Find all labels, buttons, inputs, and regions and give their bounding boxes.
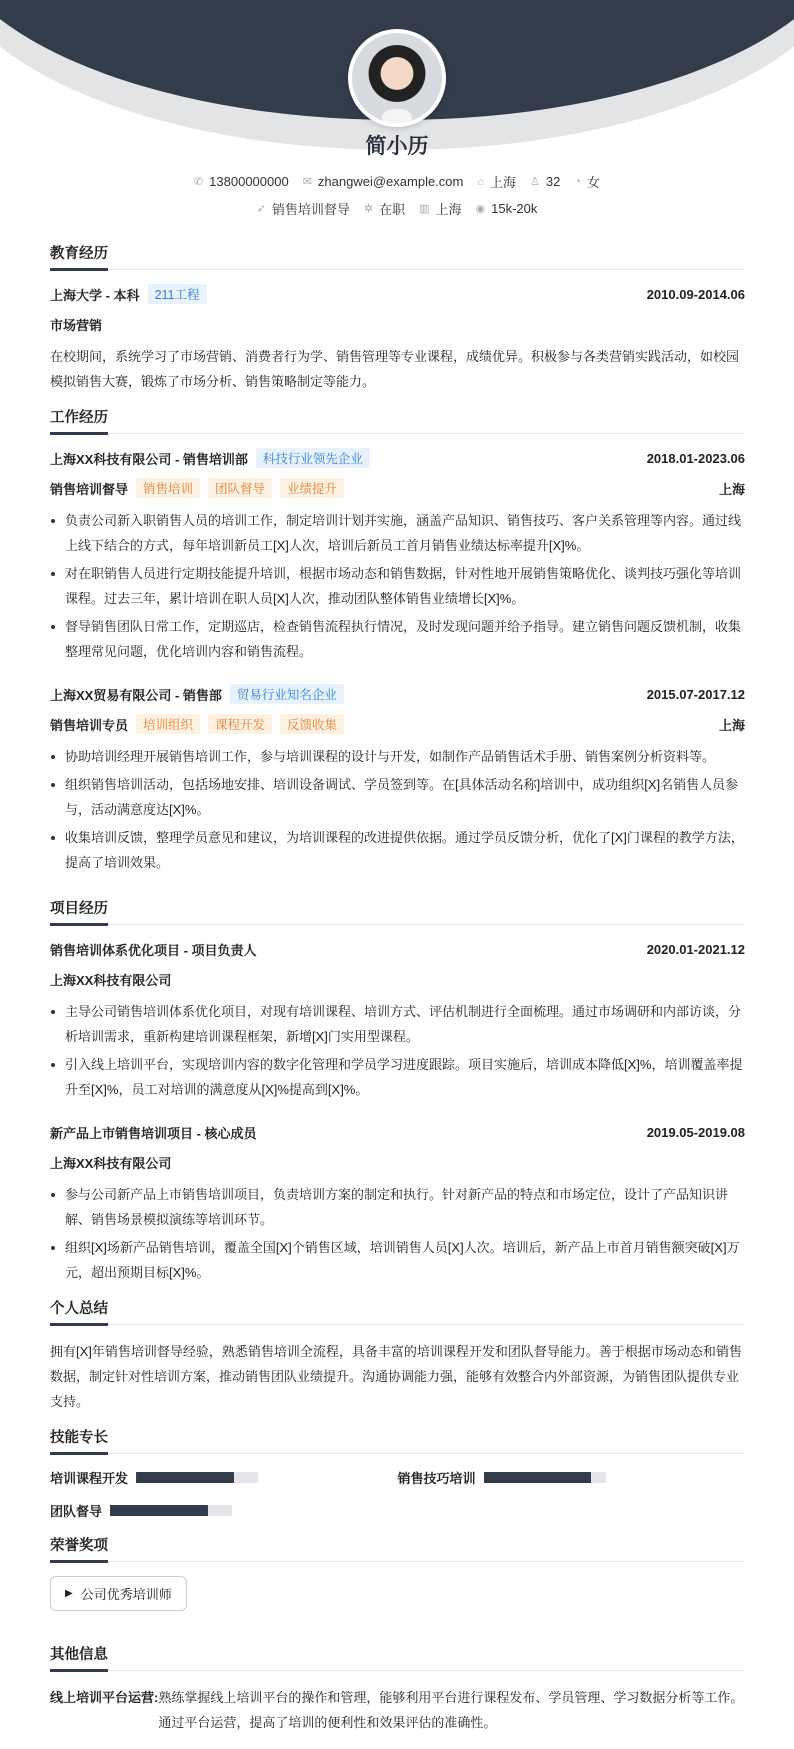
- role-tag: 课程开发: [208, 714, 272, 734]
- skill-item: [50, 1468, 398, 1487]
- date: 2010.09-2014.06: [646, 286, 745, 302]
- section-title: 其他信息: [50, 1643, 108, 1672]
- role-tag: 培训组织: [136, 714, 200, 734]
- date: 2019.05-2019.08: [646, 1124, 745, 1140]
- section-title: 技能专长: [50, 1426, 108, 1455]
- company-tag: 贸易行业知名企业: [230, 684, 344, 704]
- age: 32: [545, 174, 561, 189]
- work-item: [50, 684, 745, 875]
- role-tag: 反馈收集: [280, 714, 344, 734]
- target-city: 上海: [435, 202, 462, 217]
- salary-icon: ◉: [475, 203, 486, 215]
- avatar: [348, 29, 446, 127]
- awards-section: [50, 1536, 745, 1631]
- summary-text: 拥有[X]年销售培训督导经验，熟悉销售培训全流程，具备丰富的培训课程开发和团队督导能力。善于根据市场动态和销售数据，制定针对性培训方案，推动销售团队业绩提升。沟通协调能力强，能够有效整合内外部资源，为销售团队提供专业支持。: [50, 1344, 742, 1409]
- section-title: 个人总结: [50, 1297, 108, 1326]
- project-item: [50, 1122, 745, 1285]
- phone: 13800000000: [209, 174, 289, 189]
- date: 2015.07-2017.12: [646, 686, 745, 702]
- role: 销售培训督导: [50, 481, 129, 497]
- skill-bar: [110, 1505, 232, 1516]
- school-tag: 211工程: [148, 284, 207, 304]
- company: 上海XX贸易有限公司 - 销售部: [50, 687, 222, 703]
- major: 市场营销: [50, 317, 103, 333]
- bullet: 督导销售团队日常工作，定期巡店，检查销售流程执行情况，及时发现问题并给予指导。建立销售问题反馈机制，收集整理常见问题，优化培训内容和销售流程。: [50, 614, 745, 664]
- section-title: 荣誉奖项: [50, 1534, 108, 1563]
- email: zhangwei@example.com: [317, 174, 464, 189]
- date: 2020.01-2021.12: [646, 941, 745, 957]
- skills-section: [50, 1428, 745, 1520]
- triangle-icon: ▶: [65, 1588, 73, 1599]
- bullet: 对在职销售人员进行定期技能提升培训，根据市场动态和销售数据，针对性地开展销售策略优化、谈判技巧强化等培训课程。过去三年，累计培训在职人员[X]人次，推动团队整体销售业绩增长[X]%。: [50, 561, 745, 611]
- company-tag: 科技行业领先企业: [256, 448, 370, 468]
- gender: 女: [587, 175, 601, 190]
- role-tag: 业绩提升: [280, 478, 344, 498]
- other-label: 线上培训平台运营:: [50, 1690, 159, 1705]
- bullet: 引入线上培训平台，实现培训内容的数字化管理和学员学习进度跟踪。项目实施后，培训成本降低[X]%，培训覆盖率提升至[X]%，员工对培训的满意度从[X]%提高到[X]%。: [50, 1052, 745, 1102]
- expected-salary: 15k-20k: [491, 201, 538, 216]
- home-icon: ⌂: [477, 175, 485, 188]
- bullet: 主导公司销售培训体系优化项目，对现有培训课程、培训方式、评估机制进行全面梳理。通过市场调研和内部访谈，分析培训需求，重新构建培训课程框架，新增[X]门实用型课程。: [50, 999, 745, 1049]
- education-section: [50, 244, 745, 394]
- candidate-name: 简小历: [365, 135, 429, 158]
- building-icon: ▥: [419, 203, 430, 215]
- mail-icon: ✉: [302, 176, 312, 188]
- job-intent-row: [0, 199, 794, 218]
- education-desc: 在校期间，系统学习了市场营销、消费者行为学、销售管理等专业课程，成绩优异。积极参与各类营销实践活动，如校园模拟销售大赛，锻炼了市场分析、销售策略制定等能力。: [50, 349, 740, 389]
- work-section: [50, 408, 745, 875]
- contact-row: [0, 172, 794, 191]
- award-name: 公司优秀培训师: [80, 1587, 172, 1602]
- project-org: 上海XX科技有限公司: [50, 1155, 172, 1171]
- skill-bar: [136, 1472, 258, 1483]
- project-section: [50, 899, 745, 1285]
- project-name: 新产品上市销售培训项目 - 核心成员: [50, 1125, 257, 1141]
- phone-icon: ✆: [193, 176, 204, 188]
- bullet: 负责公司新入职销售人员的培训工作，制定培训计划并实施，涵盖产品知识、销售技巧、客户关系管理等内容。通过线上线下结合的方式，每年培训新员工[X]人次，培训后新员工首月销售业绩达标率提升[X]%。: [50, 508, 745, 558]
- section-title: 工作经历: [50, 406, 108, 435]
- send-icon: ➶: [256, 203, 266, 215]
- award-item: [50, 1576, 187, 1611]
- project-item: [50, 939, 745, 1102]
- bullet: 参与公司新产品上市销售培训项目，负责培训方案的制定和执行。针对新产品的特点和市场定位，设计了产品知识讲解、销售场景模拟演练等培训环节。: [50, 1182, 745, 1232]
- bullet: 组织销售培训活动，包括场地安排、培训设备调试、学员签到等。在[具体活动名称]培训中，成功组织[X]名销售人员参与，活动满意度达[X]%。: [50, 772, 745, 822]
- work-item: [50, 448, 745, 664]
- skill-name: 培训课程开发: [50, 1471, 129, 1486]
- skill-bar: [484, 1472, 606, 1483]
- role-tag: 团队督导: [208, 478, 272, 498]
- section-title: 项目经历: [50, 897, 108, 926]
- date: 2018.01-2023.06: [646, 450, 745, 466]
- skill-item: [398, 1468, 746, 1487]
- job-status: 在职: [379, 202, 406, 217]
- city: 上海: [718, 717, 745, 733]
- school: 上海大学 - 本科: [50, 287, 140, 303]
- skill-name: 销售技巧培训: [397, 1471, 476, 1486]
- project-org: 上海XX科技有限公司: [50, 972, 172, 988]
- skill-name: 团队督导: [50, 1504, 103, 1519]
- other-section: [50, 1645, 745, 1735]
- role: 销售培训专员: [50, 717, 129, 733]
- bullet: 协助培训经理开展销售培训工作，参与培训课程的设计与开发，如制作产品销售话术手册、销售案例分析资料等。: [50, 744, 745, 769]
- target-position: 销售培训督导: [271, 202, 350, 217]
- hometown: 上海: [490, 175, 517, 190]
- city: 上海: [718, 481, 745, 497]
- company: 上海XX科技有限公司 - 销售培训部: [50, 451, 248, 467]
- other-text: 熟练掌握线上培训平台的操作和管理，能够利用平台进行课程发布、学员管理、学习数据分析等工作。通过平台运营，提高了培训的便利性和效果评估的准确性。: [158, 1690, 744, 1730]
- status-icon: ✲: [363, 203, 374, 215]
- skill-item: [50, 1501, 398, 1520]
- bullet: 收集培训反馈，整理学员意见和建议，为培训课程的改进提供依据。通过学员反馈分析，优化了[X]门课程的教学方法，提高了培训效果。: [50, 825, 745, 875]
- role-tag: 销售培训: [136, 478, 200, 498]
- gender-icon: ◔: [574, 175, 582, 188]
- bullet: 组织[X]场新产品销售培训，覆盖全国[X]个销售区域，培训销售人员[X]人次。培训后，新产品上市首月销售额突破[X]万元，超出预期目标[X]%。: [50, 1235, 745, 1285]
- age-icon: ♙: [530, 176, 540, 188]
- summary-section: [50, 1299, 745, 1414]
- project-name: 销售培训体系优化项目 - 项目负责人: [50, 942, 257, 958]
- section-title: 教育经历: [50, 242, 108, 271]
